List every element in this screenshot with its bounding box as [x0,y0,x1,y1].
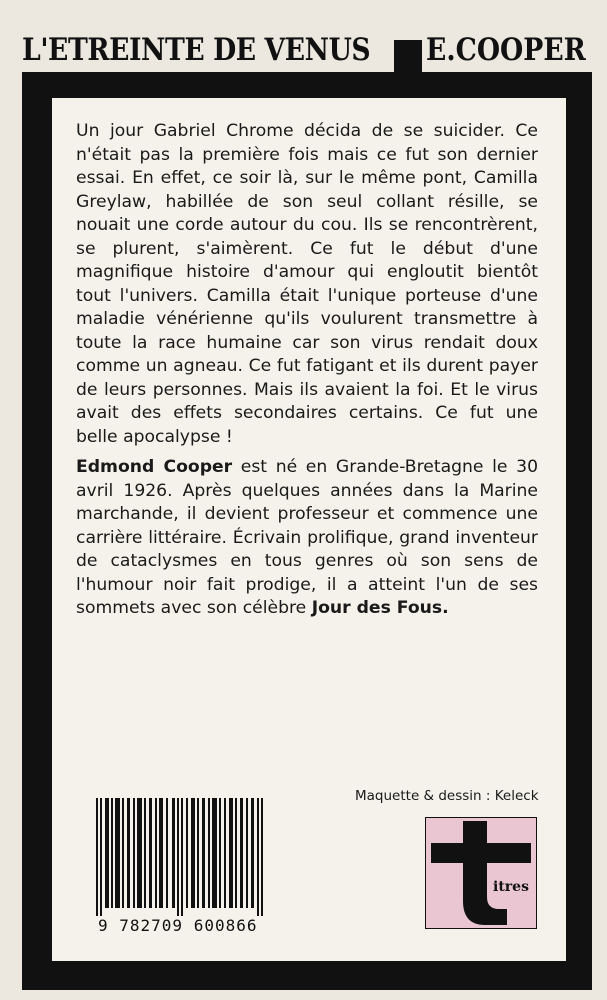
author-bio-text: est né en Grande-Bretagne le 30 avril 1926. Après quelques années dans la Marine marchande, il devient professeur et commence une carrière littéraire. Écrivain prolifique, grand inventeur de cataclysmes en tous genres où son sens de l'humour noir fait prodige, il a atteint l'un de ses sommets avec son célèbre [76,457,539,618]
book-title: L'ETREINTE DE VENUS [22,32,371,68]
back-cover-panel [52,98,566,961]
book-author: E.COOPER [426,32,586,68]
header-separator-block [394,40,422,78]
barcode [96,798,266,938]
titres-logo [425,817,537,929]
featured-book-title: Jour des Fous. [311,598,449,618]
barcode-bars-icon [96,798,266,916]
author-bio-paragraph [76,456,538,621]
synopsis-paragraph: Un jour Gabriel Chrome décida de se suicider. Ce n'était pas la première fois mais ce fut son dernier essai. En effet, ce soir là, sur le même pont, Camilla Greylaw, habillée de son seul collant résille, se nouait une corde autour du cou. Ils se rencontrèrent, se plurent, s'aimèrent. Ce fut le début d'une magnifique histoire d'amour qui engloutit bientôt tout l'univers. Camilla était l'unique porteuse d'une maladie vénérienne qu'ils voulurent transmettre à toute la race humaine car son virus rendait doux comme un agneau. Ce fut fatigant et ils durent payer de leurs personnes. Mais ils avaient la foi. Et le virus avait des effets secondaires certains. Ce fut une belle apocalypse ! [76,121,538,447]
cover-header [22,28,590,76]
svg-text:itres: itres [493,879,529,895]
author-name: Edmond Cooper [76,457,233,477]
design-credit: Maquette & dessin : Keleck [355,788,539,804]
titres-logo-icon [425,817,537,929]
isbn-number: 9 782709 600866 [98,916,258,935]
